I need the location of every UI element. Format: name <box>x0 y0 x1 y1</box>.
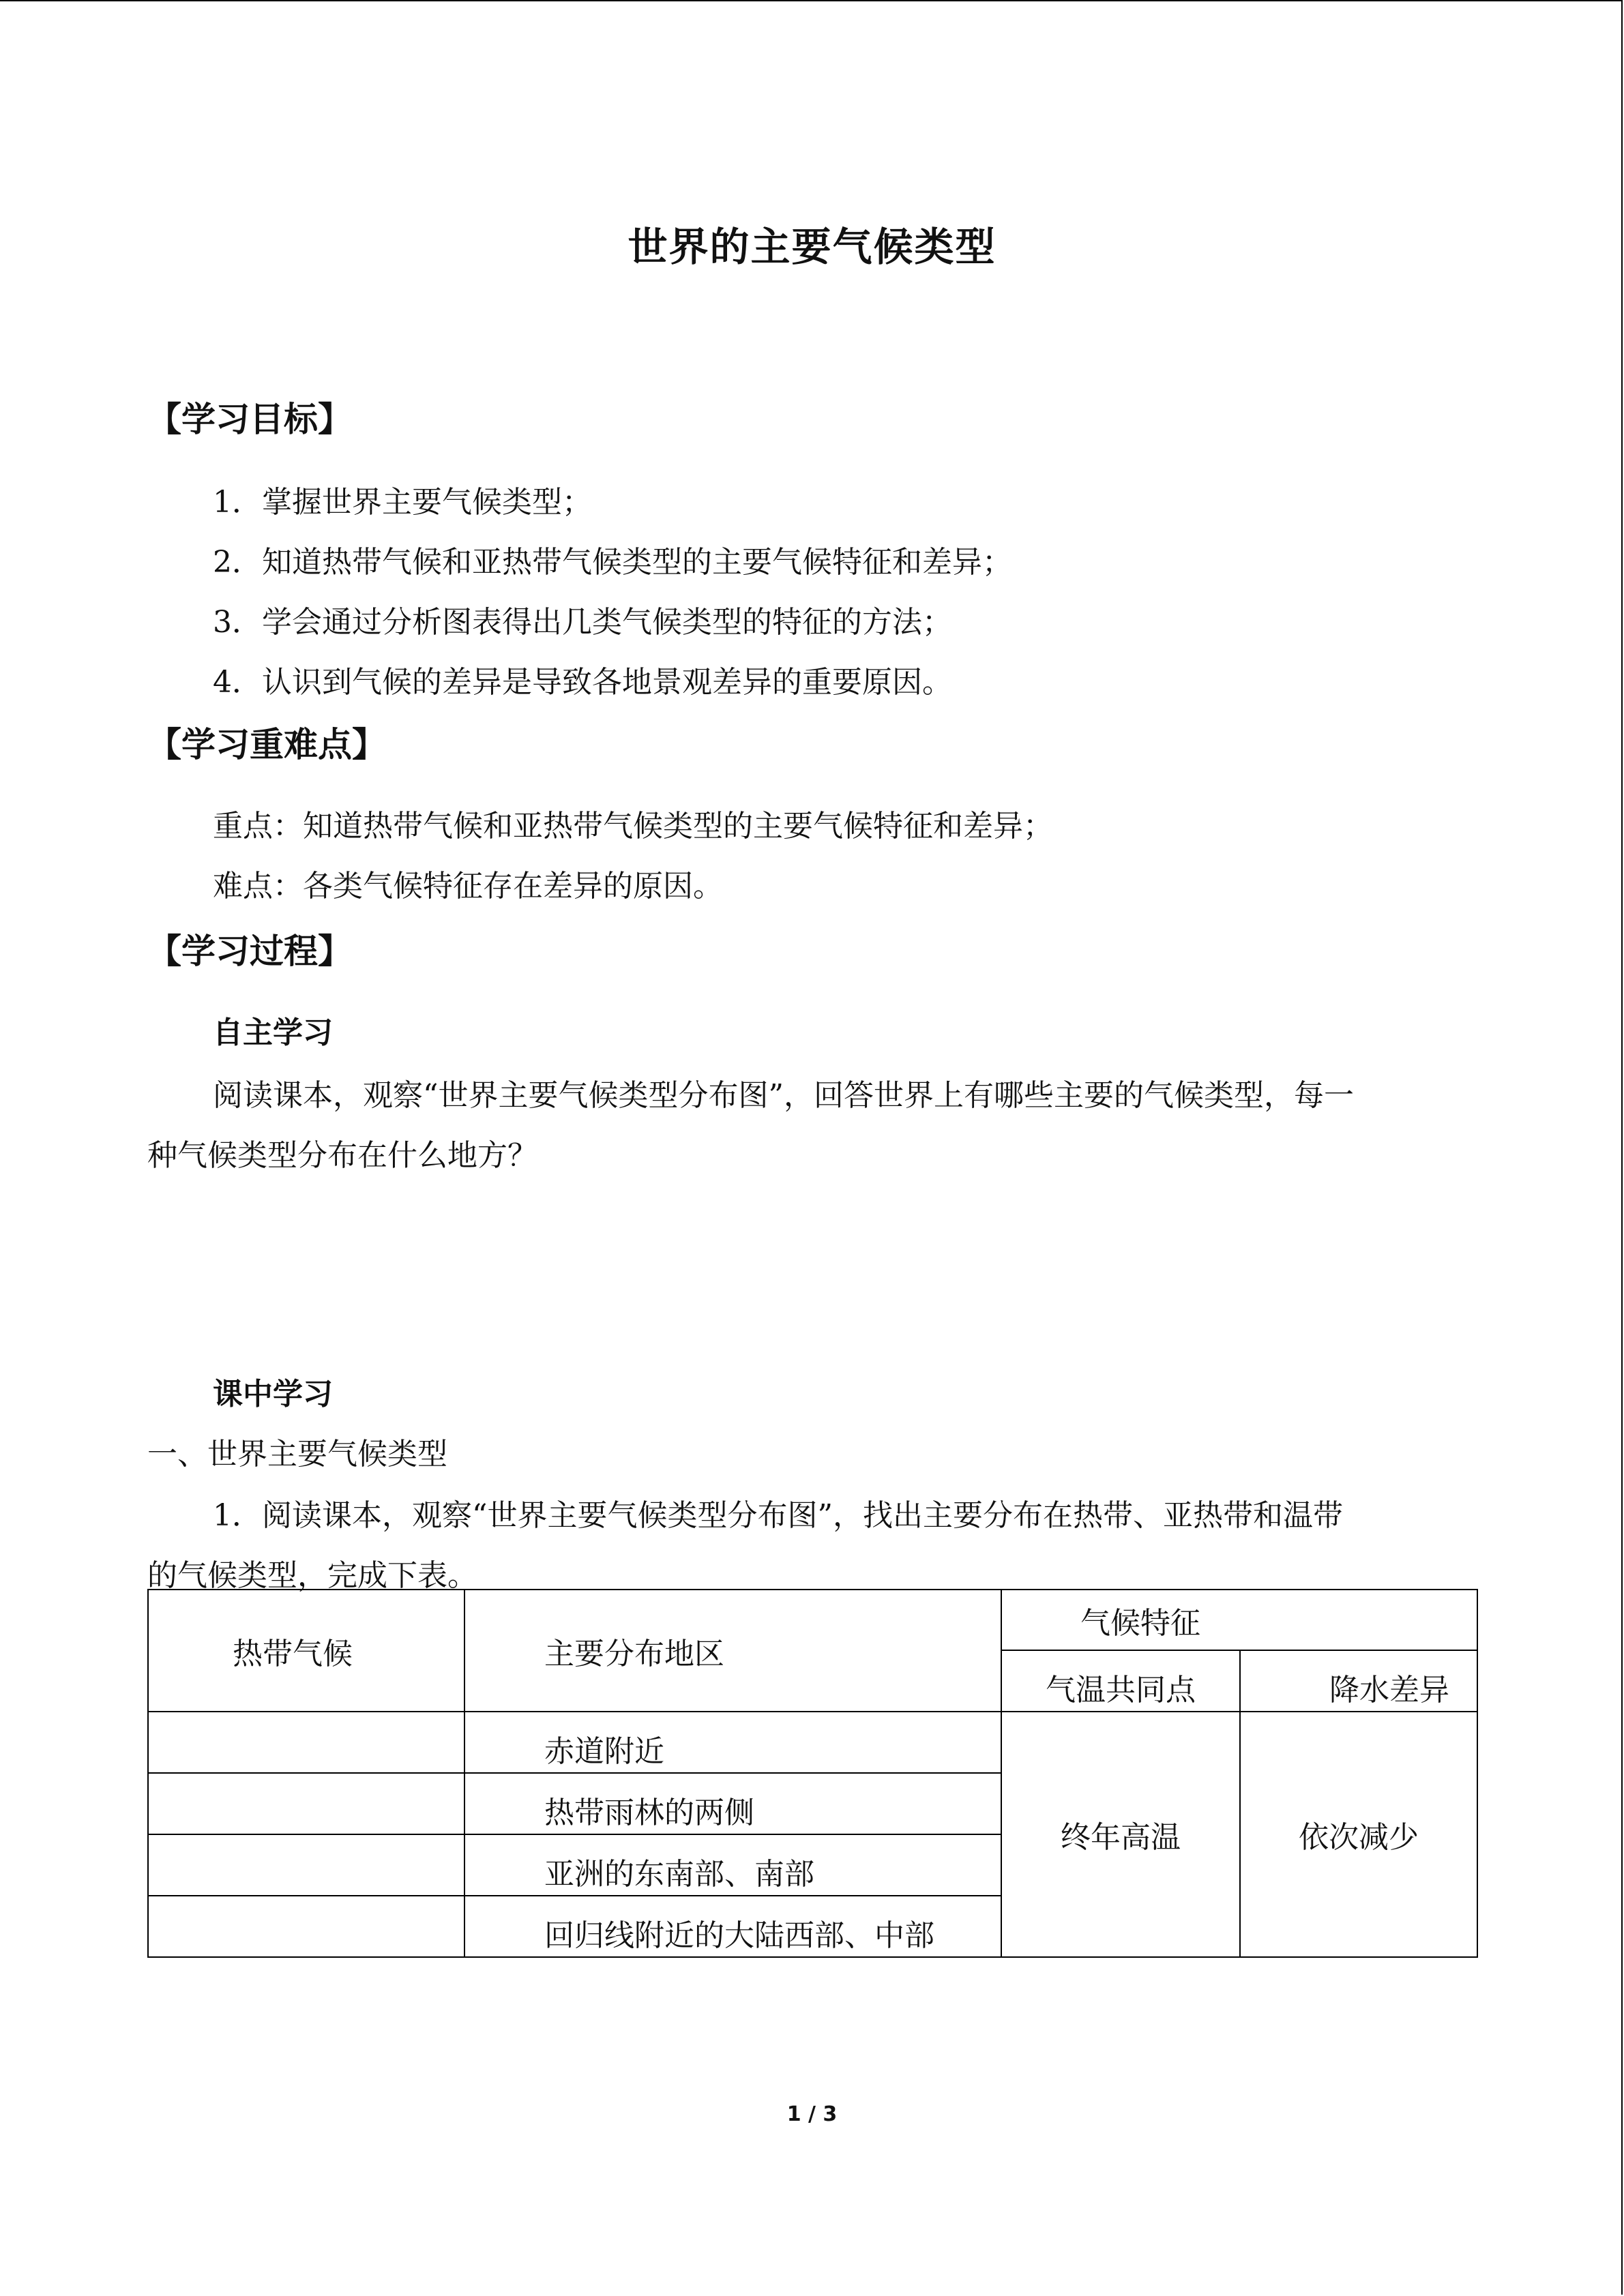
region-cell-2: 热带雨林的两侧 <box>464 1773 1001 1834</box>
climate-type-input-2[interactable] <box>148 1773 464 1834</box>
objectives-heading: 【学习目标】 <box>147 400 352 439</box>
objective-item-2: 2．知道热带气候和亚热带气候类型的主要气候特征和差异； <box>213 545 1012 580</box>
objective-item-1: 1．掌握世界主要气候类型； <box>213 485 592 520</box>
task-text-line1: 1．阅读课本，观察“世界主要气候类型分布图”，找出主要分布在热带、亚热带和温带 <box>213 1498 1343 1533</box>
climate-type-input-3[interactable] <box>148 1834 464 1896</box>
objective-item-3: 3．学会通过分析图表得出几类气候类型的特征的方法； <box>213 605 952 640</box>
region-cell-3: 亚洲的东南部、南部 <box>464 1834 1001 1896</box>
self-study-heading: 自主学习 <box>213 1015 333 1050</box>
header-precipitation-difference: 降水差异 <box>1240 1650 1477 1712</box>
objective-item-4: 4．认识到气候的差异是导致各地景观差异的重要原因。 <box>213 665 952 700</box>
key-point-item-1: 重点：知道热带气候和亚热带气候类型的主要气候特征和差异； <box>213 809 1053 844</box>
header-climate-type: 热带气候 <box>148 1590 464 1712</box>
self-study-text-line2: 种气候类型分布在什么地方？ <box>147 1138 537 1173</box>
key-point-item-2: 难点：各类气候特征存在差异的原因。 <box>213 869 723 904</box>
page-number: 1 / 3 <box>786 2102 838 2126</box>
region-cell-1: 赤道附近 <box>464 1712 1001 1773</box>
header-climate-features: 气候特征 <box>1001 1590 1477 1650</box>
table-header-row <box>148 1590 1477 1650</box>
climate-table <box>147 1589 1478 1958</box>
table-row <box>148 1712 1477 1773</box>
key-points-heading: 【学习重难点】 <box>147 725 386 764</box>
region-cell-4: 回归线附近的大陆西部、中部 <box>464 1896 1001 1957</box>
class-study-heading: 课中学习 <box>213 1377 333 1412</box>
climate-type-input-1[interactable] <box>148 1712 464 1773</box>
self-study-text-line1: 阅读课本，观察“世界主要气候类型分布图”，回答世界上有哪些主要的气候类型，每一 <box>213 1078 1354 1113</box>
header-temperature-common: 气温共同点 <box>1001 1650 1240 1712</box>
page-title: 世界的主要气候类型 <box>628 224 996 270</box>
task-text-line2: 的气候类型，完成下表。 <box>147 1558 477 1593</box>
header-region: 主要分布地区 <box>464 1590 1001 1712</box>
process-heading: 【学习过程】 <box>147 931 352 971</box>
section-title: 一、世界主要气候类型 <box>147 1437 447 1472</box>
precipitation-difference-value: 依次减少 <box>1240 1712 1477 1957</box>
temperature-common-value: 终年高温 <box>1001 1712 1240 1957</box>
climate-type-input-4[interactable] <box>148 1896 464 1957</box>
